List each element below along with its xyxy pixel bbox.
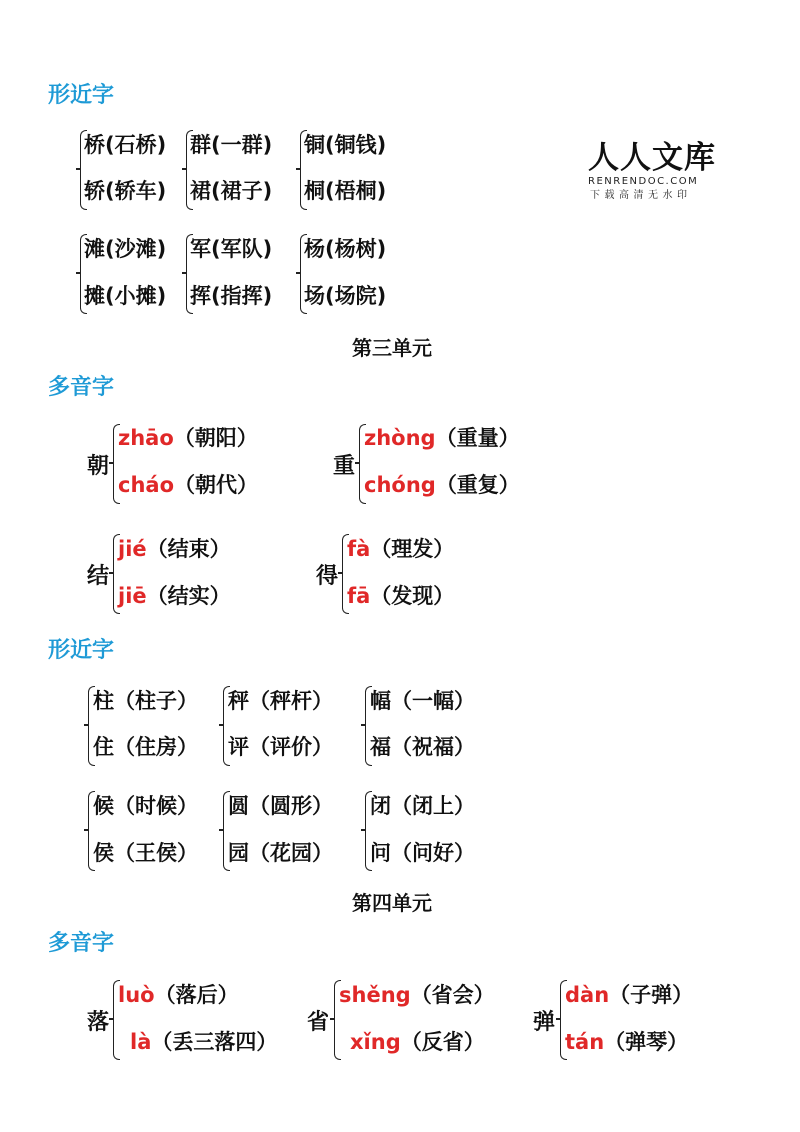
polyphone-reading-row <box>347 583 454 609</box>
word-pair-item: 园（花园） <box>228 841 333 865</box>
word-pair-item: 秤（秤杆） <box>228 689 333 713</box>
example-word: （朝阳） <box>173 426 258 450</box>
example-word: （反省） <box>400 1030 485 1054</box>
pinyin: zhāo <box>118 426 174 450</box>
example-word: （朝代） <box>174 473 258 497</box>
example-word: （弹琴） <box>604 1030 689 1054</box>
polyphone-reading-row <box>350 1029 485 1055</box>
word-pair-item: 场(场院) <box>304 284 387 308</box>
section-heading-polyphones-2: 多音字 <box>48 931 115 956</box>
logo-text: 人人文库 <box>588 140 716 176</box>
example-word: （丢三落四） <box>151 1030 278 1054</box>
polyphone-reading-row <box>118 583 231 609</box>
word-pair-item: 圆（圆形） <box>228 794 333 818</box>
unit-title-4: 第四单元 <box>352 891 432 915</box>
word-pair-item: 问（问好） <box>370 841 475 865</box>
polyphone-reading-row <box>565 982 693 1008</box>
example-word: （重复） <box>435 473 520 497</box>
logo-url: RENRENDOC.COM <box>588 176 699 187</box>
pinyin: shěng <box>339 983 411 1007</box>
pinyin: zhòng <box>364 426 436 450</box>
polyphone-reading-row <box>347 536 454 562</box>
pinyin: jiē <box>118 584 147 608</box>
example-word: （结束） <box>146 537 231 561</box>
pinyin: cháo <box>118 473 174 497</box>
example-word: （子弹） <box>609 983 694 1007</box>
polyphone-reading-row <box>130 1029 277 1055</box>
polyphone-char: 朝 <box>87 454 110 479</box>
word-pair-item: 福（祝福） <box>370 735 475 759</box>
polyphone-reading-row <box>118 425 258 451</box>
polyphone-reading-row <box>364 472 520 498</box>
word-pair-item: 桐(梧桐) <box>304 179 387 203</box>
pinyin: jié <box>118 537 147 561</box>
polyphone-char: 弹 <box>533 1010 556 1035</box>
pinyin: fā <box>347 584 371 608</box>
section-heading-similar-chars-2: 形近字 <box>48 638 115 663</box>
polyphone-reading-row <box>364 425 520 451</box>
polyphone-char: 重 <box>333 454 356 479</box>
word-pair-item: 闭（闭上） <box>370 794 475 818</box>
word-pair-item: 军(军队) <box>190 237 273 261</box>
example-word: （省会） <box>410 983 495 1007</box>
pinyin: luò <box>118 983 155 1007</box>
pinyin: chóng <box>364 473 436 497</box>
pinyin: dàn <box>565 983 610 1007</box>
example-word: （发现） <box>370 584 455 608</box>
unit-title-3: 第三单元 <box>352 336 432 360</box>
word-pair-item: 轿(轿车) <box>84 179 167 203</box>
word-pair-item: 桥(石桥) <box>84 133 167 157</box>
polyphone-reading-row <box>118 472 258 498</box>
section-heading-similar-chars-1: 形近字 <box>48 83 115 108</box>
word-pair-item: 侯（王侯） <box>93 841 198 865</box>
word-pair-item: 杨(杨树) <box>304 237 387 261</box>
polyphone-char: 得 <box>316 564 339 589</box>
word-pair-item: 幅（一幅） <box>370 689 475 713</box>
word-pair-item: 住（住房） <box>93 735 198 759</box>
pinyin: tán <box>565 1030 605 1054</box>
word-pair-item: 候（时候） <box>93 794 198 818</box>
polyphone-reading-row <box>118 536 231 562</box>
polyphone-char: 结 <box>87 564 110 589</box>
polyphone-reading-row <box>339 982 495 1008</box>
section-heading-polyphones-1: 多音字 <box>48 375 115 400</box>
polyphone-char: 省 <box>307 1010 330 1035</box>
pinyin: xǐng <box>350 1030 401 1054</box>
pinyin: là <box>130 1030 152 1054</box>
word-pair-item: 铜(铜钱) <box>304 133 387 157</box>
word-pair-item: 挥(指挥) <box>190 284 273 308</box>
word-pair-item: 摊(小摊) <box>84 284 167 308</box>
word-pair-item: 评（评价） <box>228 735 333 759</box>
word-pair-item: 群(一群) <box>190 133 273 157</box>
polyphone-reading-row <box>565 1029 688 1055</box>
polyphone-char: 落 <box>87 1010 110 1035</box>
example-word: （落后） <box>154 983 239 1007</box>
word-pair-item: 滩(沙滩) <box>84 237 167 261</box>
example-word: （理发） <box>370 537 455 561</box>
example-word: （重量） <box>435 426 520 450</box>
word-pair-item: 裙(裙子) <box>190 179 273 203</box>
pinyin: fà <box>347 537 371 561</box>
logo-tagline: 下载高清无水印 <box>590 190 692 201</box>
example-word: （结实） <box>146 584 231 608</box>
word-pair-item: 柱（柱子） <box>93 689 198 713</box>
polyphone-reading-row <box>118 982 239 1008</box>
